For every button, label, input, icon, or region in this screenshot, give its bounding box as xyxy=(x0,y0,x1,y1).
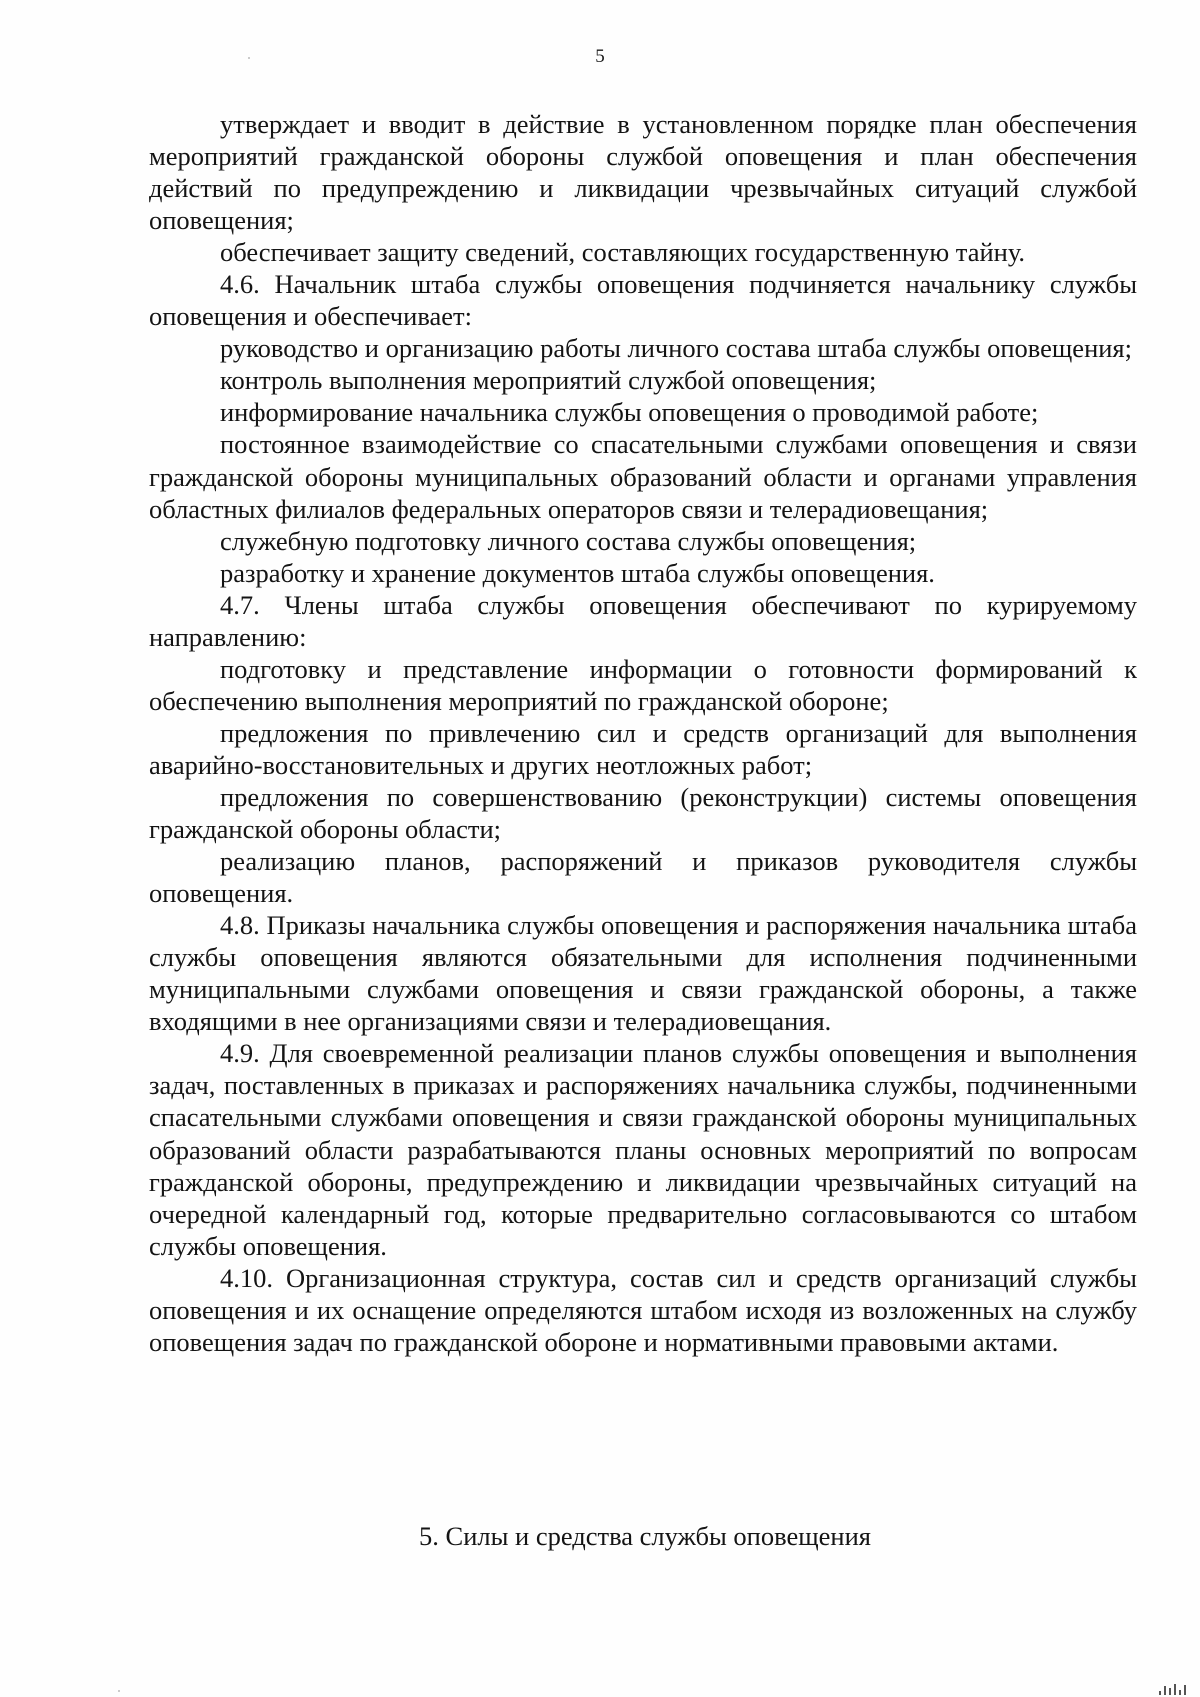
paragraph-proposals-forces: предложения по привлечению сил и средств организаций для выполнения аварийно-восстановительных и других неотложных работ; xyxy=(149,717,1137,780)
paragraph-approves-plans: утверждает и вводит в действие в установленном порядке план обеспечения мероприятий гражданской обороны службой оповещения и план обеспечения действий по предупреждению и ликвидации чрезвычайных ситуаций службой оповещения; xyxy=(149,109,1137,236)
page-number: 5 xyxy=(595,46,605,67)
body-text xyxy=(149,108,1137,1358)
paragraph-training: служебную подготовку личного состава службы оповещения; xyxy=(220,525,917,556)
paragraph-informing: информирование начальника службы оповещения о проводимой работе; xyxy=(220,397,1039,428)
paragraph-4-10: 4.10. Организационная структура, состав сил и средств организаций службы оповещения и их оснащение определяются штабом исходя из возложенных на службу оповещения задач по гражданской обороне и нормативными правовыми актами. xyxy=(149,1262,1137,1357)
paragraph-4-8: 4.8. Приказы начальника службы оповещения и распоряжения начальника штаба службы оповещения являются обязательными для исполнения подчиненными муниципальными службами оповещения и связи гражданской обороны, а также входящими в нее организациями связи и телерадиовещания. xyxy=(149,910,1137,1037)
paragraph-4-7: 4.7. Члены штаба службы оповещения обеспечивают по курируемому направлению: xyxy=(149,589,1137,652)
paragraph-4-6: 4.6. Начальник штаба службы оповещения подчиняется начальнику службы оповещения и обеспечивает: xyxy=(149,269,1137,332)
section-heading: 5. Силы и средства службы оповещения xyxy=(419,1521,871,1551)
paragraph-protects-secrets: обеспечивает защиту сведений, составляющих государственную тайну. xyxy=(220,237,1026,268)
paragraph-readiness: подготовку и представление информации о готовности формирований к обеспечению выполнения мероприятий по гражданской обороне; xyxy=(149,653,1137,716)
paragraph-control: контроль выполнения мероприятий службой оповещения; xyxy=(220,365,877,396)
scan-speck xyxy=(118,1690,120,1692)
paragraph-4-9: 4.9. Для своевременной реализации планов службы оповещения и выполнения задач, поставленных в приказах и распоряжениях начальника службы, подчиненными спасательными службами оповещения и связи гражданской обороны муниципальных образований области разрабатываются планы основных мероприятий по вопросам гражданской обороны, предупреждению и ликвидации чрезвычайных ситуаций на очередной календарный год, которые предварительно согласовываются со штабом службы оповещения. xyxy=(149,1038,1137,1261)
paragraph-proposals-system: предложения по совершенствованию (реконструкции) системы оповещения гражданской обороны области; xyxy=(149,781,1137,845)
paragraph-leadership: руководство и организацию работы личного состава штаба службы оповещения; xyxy=(220,333,1132,364)
paragraph-implementation: реализацию планов, распоряжений и приказов руководителя службы оповещения. xyxy=(149,846,1137,909)
paragraph-interaction: постоянное взаимодействие со спасательными службами оповещения и связи гражданской обороны муниципальных образований области и органами управления областных филиалов федеральных операторов связи и телерадиовещания; xyxy=(149,429,1137,524)
paragraph-documents: разработку и хранение документов штаба службы оповещения. xyxy=(220,557,935,588)
scan-speck xyxy=(248,57,250,59)
scan-edge-mark xyxy=(1159,1683,1186,1695)
